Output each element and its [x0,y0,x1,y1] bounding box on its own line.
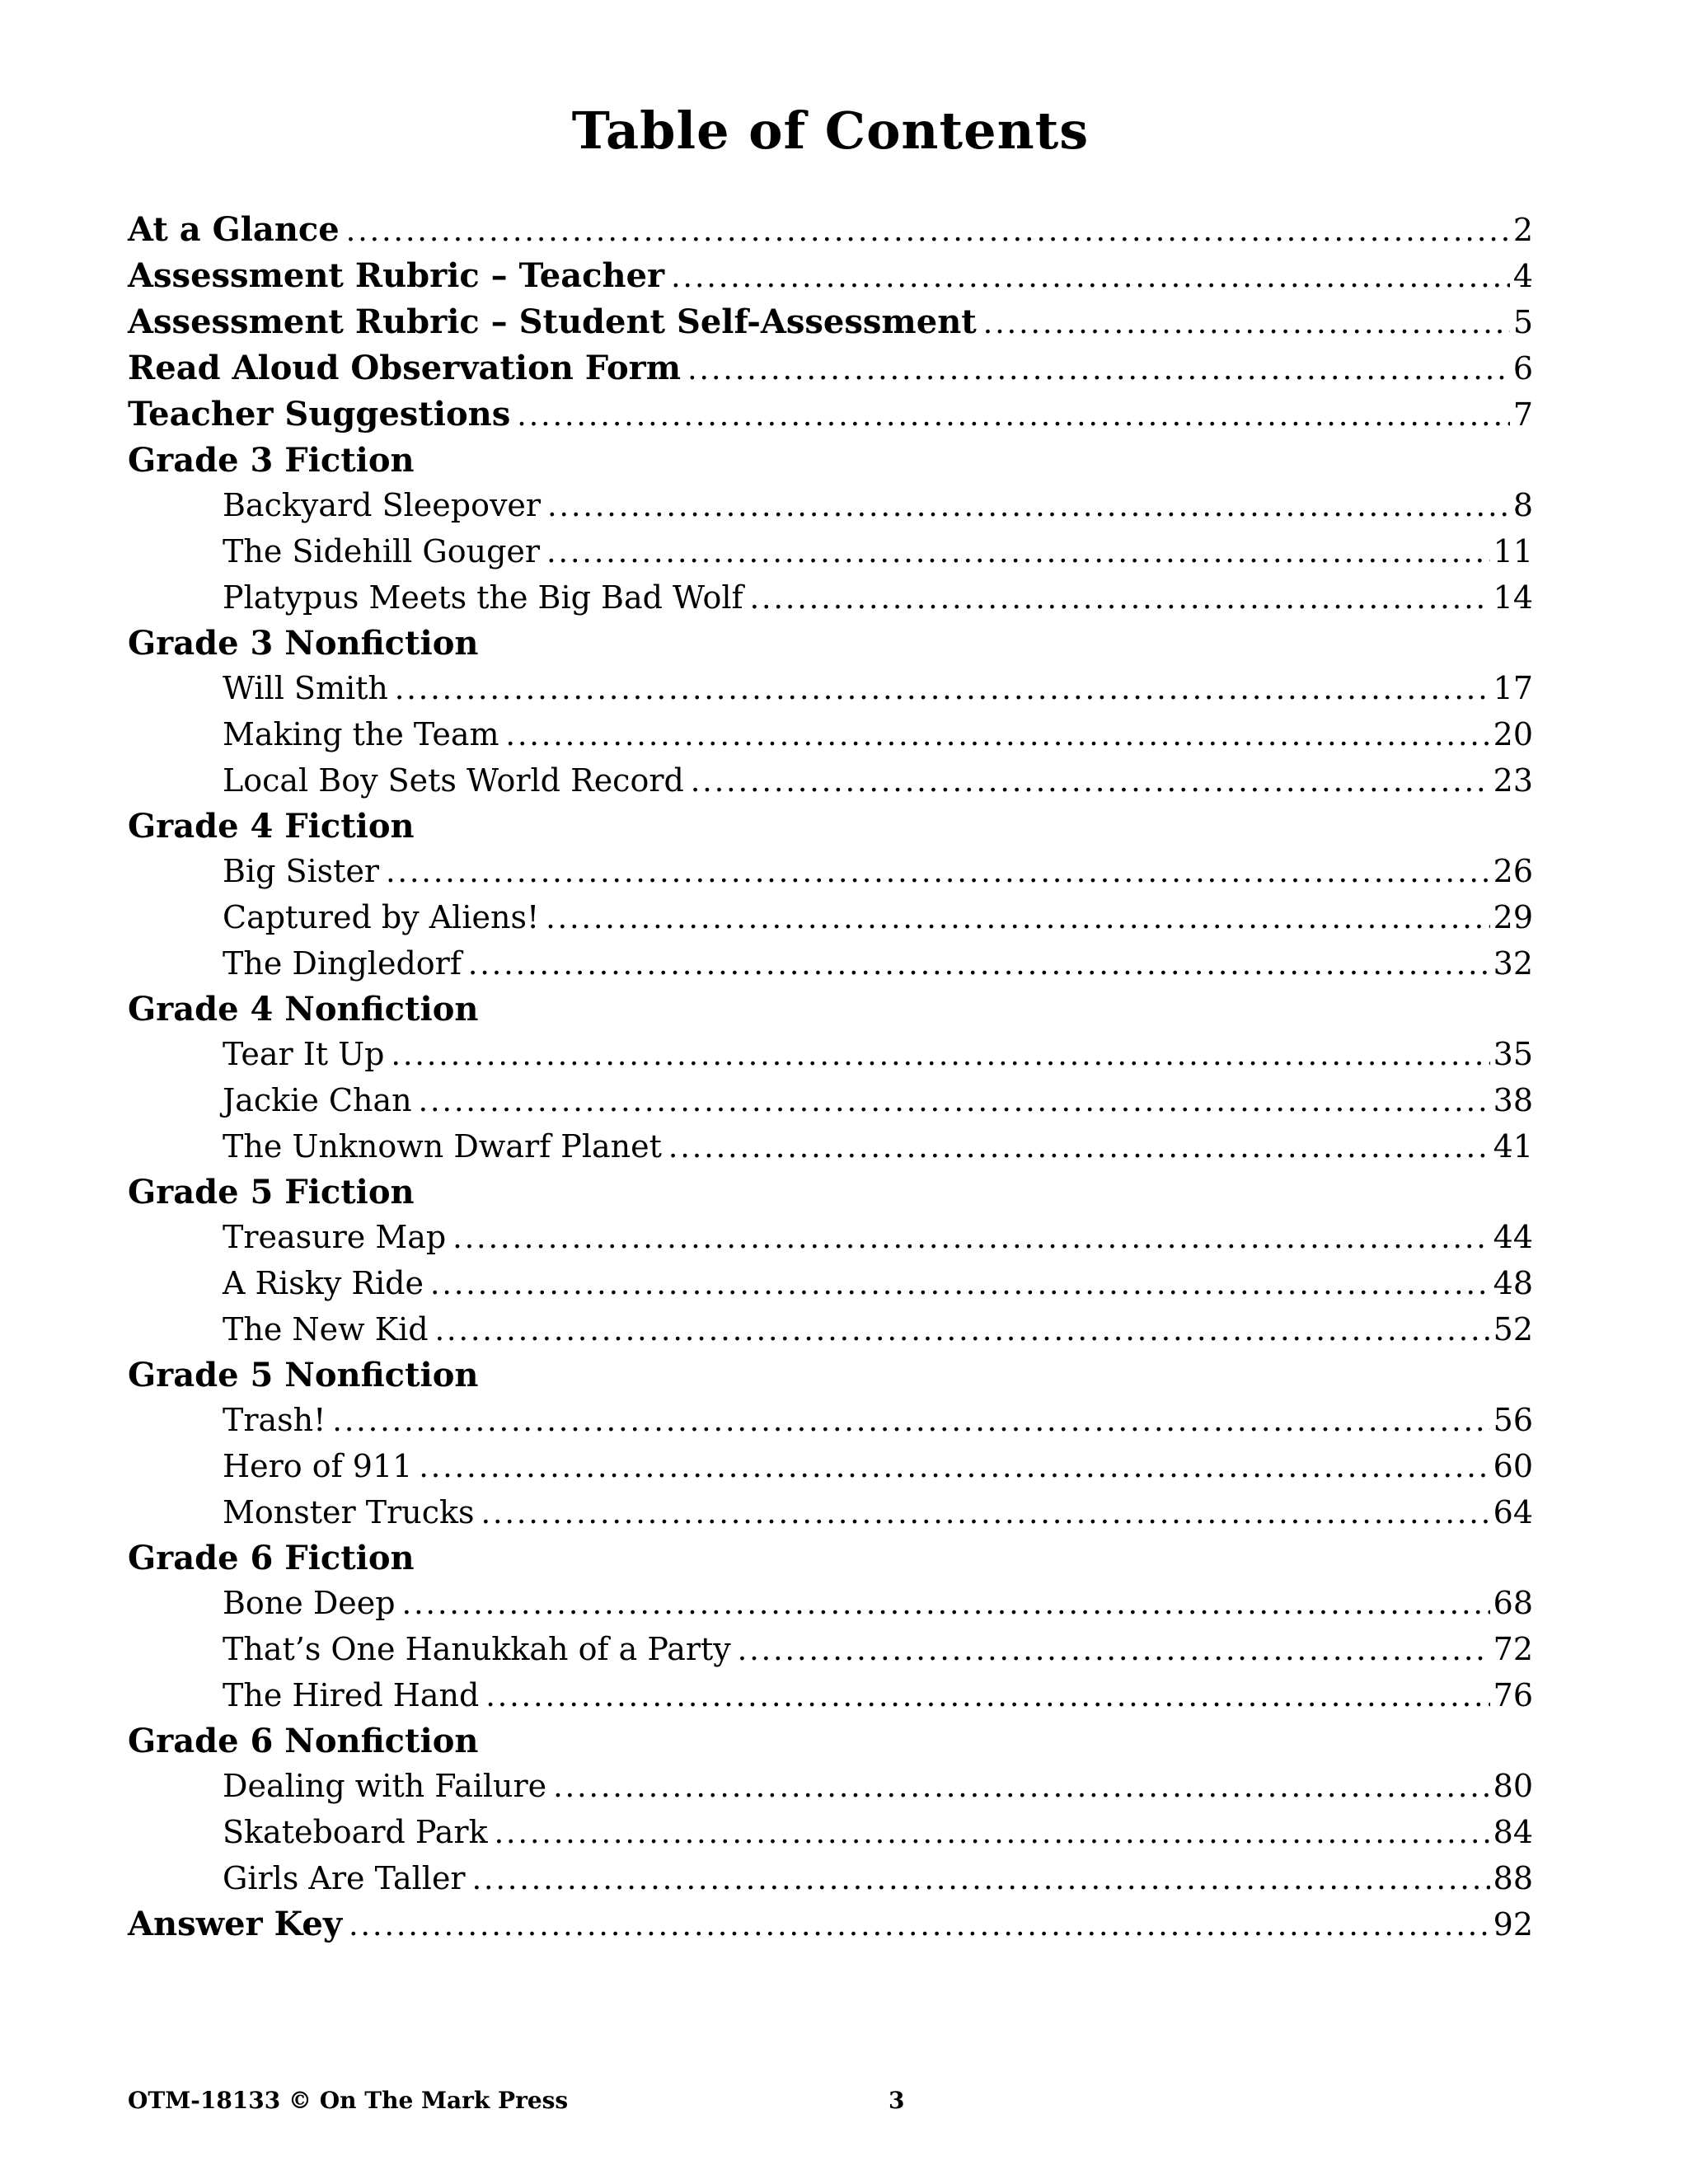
toc-page-number: 92 [1493,1906,1533,1943]
toc-dot-leader [495,1811,1490,1856]
toc-list [128,208,1533,1948]
toc-row [128,804,1533,849]
toc-entry-label: Tear It Up [223,1036,385,1072]
toc-page-number: 2 [1512,212,1533,248]
toc-dot-leader [430,1263,1490,1307]
toc-row [128,1261,1533,1307]
toc-entry-label: The Dingledorf [223,945,462,982]
toc-page-number: 80 [1493,1768,1533,1804]
toc-entry-label: Will Smith [223,670,388,706]
toc-entry-label: Big Sister [223,853,380,889]
toc-dot-leader [346,209,1510,254]
toc-entry-label: The Unknown Dwarf Planet [223,1128,662,1165]
toc-row [128,1856,1533,1902]
footer-page-number: 3 [889,2087,905,2114]
toc-row [128,1444,1533,1490]
toc-entry-label: A Risky Ride [223,1265,424,1301]
toc-row [128,1215,1533,1261]
toc-entry-label: Grade 5 Fiction [128,1173,415,1212]
toc-row [128,300,1533,346]
toc-entry-label: The New Kid [223,1311,429,1347]
toc-entry-label: Treasure Map [223,1219,447,1255]
toc-dot-leader [546,531,1490,575]
toc-row [128,575,1533,621]
toc-row [128,1124,1533,1170]
toc-dot-leader [750,577,1490,621]
toc-page-number: 5 [1512,304,1533,340]
toc-row [128,1902,1533,1948]
toc-page-number: 44 [1493,1219,1533,1255]
toc-dot-leader [468,943,1490,987]
toc-page-number: 32 [1493,945,1533,982]
toc-row [128,895,1533,941]
toc-dot-leader [546,897,1489,941]
toc-entry-label: Platypus Meets the Big Bad Wolf [223,579,743,616]
toc-row [128,849,1533,895]
toc-row [128,438,1533,483]
toc-row [128,208,1533,254]
toc-entry-label: Bone Deep [223,1585,396,1621]
toc-row [128,987,1533,1032]
toc-row [128,1810,1533,1856]
toc-row [128,1032,1533,1078]
toc-page-number: 14 [1493,579,1533,616]
toc-row [128,1170,1533,1215]
toc-dot-leader [419,1446,1489,1490]
toc-page-number: 48 [1493,1265,1533,1301]
toc-dot-leader [553,1765,1489,1810]
toc-dot-leader [485,1675,1489,1719]
toc-dot-leader [452,1216,1489,1261]
toc-page-number: 68 [1493,1585,1533,1621]
toc-row [128,529,1533,575]
toc-entry-label: Assessment Rubric – Teacher [128,256,665,295]
toc-dot-leader [738,1629,1490,1673]
toc-row [128,1353,1533,1398]
toc-entry-label: Girls Are Taller [223,1860,466,1896]
toc-row [128,483,1533,529]
toc-dot-leader [668,1126,1490,1170]
toc-entry-label: Teacher Suggestions [128,395,511,434]
toc-page-number: 8 [1512,487,1533,523]
toc-page-number: 41 [1493,1128,1533,1165]
toc-page-number: 29 [1493,899,1533,935]
toc-entry-label: At a Glance [128,210,340,249]
toc-entry-label: Grade 3 Fiction [128,441,415,480]
toc-dot-leader [517,394,1510,438]
toc-page-number: 20 [1493,716,1533,752]
toc-dot-leader [547,485,1510,529]
toc-dot-leader [419,1080,1490,1124]
toc-entry-label: Jackie Chan [223,1082,412,1118]
toc-entry-label: Backyard Sleepover [223,487,542,523]
toc-entry-label: Assessment Rubric – Student Self-Assessment [128,302,977,341]
toc-entry-label: Grade 6 Nonfiction [128,1722,479,1760]
toc-page-number: 11 [1493,533,1533,569]
toc-entry-label: Hero of 911 [223,1448,413,1484]
toc-row [128,1764,1533,1810]
toc-row [128,1078,1533,1124]
toc-page-number: 23 [1493,762,1533,799]
toc-entry-label: Read Aloud Observation Form [128,349,682,387]
toc-entry-label: Local Boy Sets World Record [223,762,684,799]
toc-row [128,1398,1533,1444]
toc-page-number: 88 [1493,1860,1533,1896]
toc-entry-label: Grade 6 Fiction [128,1539,415,1577]
toc-row [128,941,1533,987]
toc-page-number: 56 [1493,1402,1533,1438]
toc-page-number: 26 [1493,853,1533,889]
toc-entry-label: Grade 5 Nonfiction [128,1356,479,1394]
toc-dot-leader [687,348,1510,392]
toc-dot-leader [435,1309,1490,1353]
toc-entry-label: Making the Team [223,716,499,752]
toc-page-number: 17 [1493,670,1533,706]
toc-row [128,1581,1533,1627]
page-title: Table of Contents [571,101,1090,161]
toc-dot-leader [481,1492,1490,1536]
toc-row [128,1719,1533,1764]
toc-dot-leader [332,1399,1489,1444]
toc-row [128,1536,1533,1581]
toc-page-number: 60 [1493,1448,1533,1484]
toc-page-number: 38 [1493,1082,1533,1118]
toc-dot-leader [386,851,1490,895]
toc-entry-label: Grade 4 Nonfiction [128,990,479,1029]
toc-page-number: 6 [1512,350,1533,387]
toc-row [128,1627,1533,1673]
toc-page-number: 84 [1493,1814,1533,1850]
toc-page-number: 35 [1493,1036,1533,1072]
toc-row [128,1673,1533,1719]
toc-dot-leader [691,760,1490,804]
toc-dot-leader [671,255,1510,300]
toc-row [128,392,1533,438]
toc-dot-leader [395,668,1490,712]
toc-page-number: 72 [1493,1631,1533,1667]
toc-row [128,666,1533,712]
toc-row [128,1307,1533,1353]
toc-row [128,254,1533,300]
toc-dot-leader [392,1033,1490,1078]
page-content [128,0,1533,1948]
toc-page-number: 4 [1512,258,1533,294]
toc-dot-leader [402,1582,1490,1627]
toc-dot-leader [349,1904,1490,1948]
toc-page-number: 64 [1493,1494,1533,1530]
toc-dot-leader [983,302,1510,346]
toc-row [128,758,1533,804]
toc-entry-label: Grade 3 Nonfiction [128,624,479,663]
toc-entry-label: Captured by Aliens! [223,899,540,935]
toc-entry-label: Grade 4 Fiction [128,807,415,846]
toc-dot-leader [472,1858,1490,1902]
toc-row [128,712,1533,758]
toc-row [128,346,1533,392]
toc-entry-label: Skateboard Park [223,1814,488,1850]
toc-row [128,1490,1533,1536]
toc-row [128,621,1533,666]
toc-entry-label: Dealing with Failure [223,1768,547,1804]
toc-page-number: 7 [1512,396,1533,433]
footer-publisher: OTM-18133 © On The Mark Press [128,2087,569,2114]
toc-dot-leader [506,714,1490,758]
toc-page-number: 52 [1493,1311,1533,1347]
toc-page-number: 76 [1493,1677,1533,1713]
toc-entry-label: Trash! [223,1402,326,1438]
toc-entry-label: Answer Key [128,1905,343,1943]
toc-entry-label: Monster Trucks [223,1494,475,1530]
toc-entry-label: The Sidehill Gouger [223,533,541,569]
toc-entry-label: The Hired Hand [223,1677,480,1713]
toc-entry-label: That’s One Hanukkah of a Party [223,1631,731,1667]
